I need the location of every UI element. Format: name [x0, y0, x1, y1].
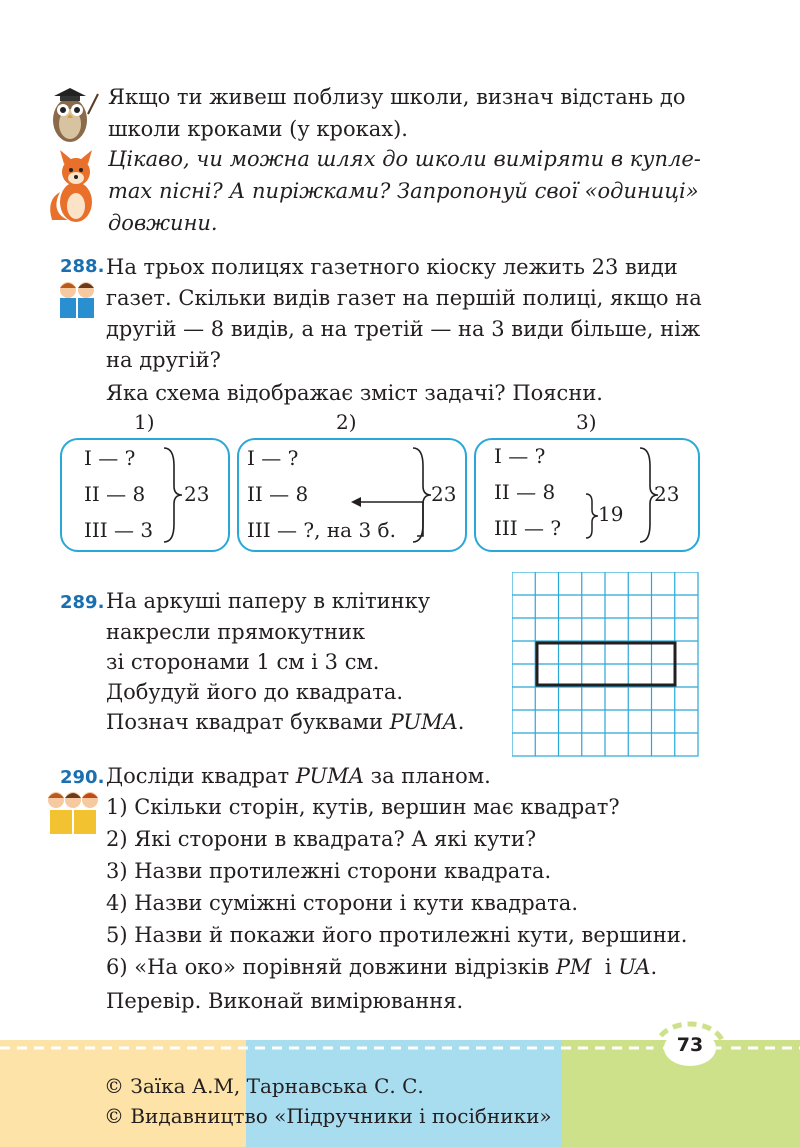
scheme-3: [474, 438, 700, 552]
scheme-1-row-2: II — 8: [84, 482, 146, 506]
copyright-authors: © Заїка А.М, Тарнавська С. С.: [104, 1074, 424, 1098]
segment-ua: UA: [618, 955, 651, 979]
task-290-item-4: 4) Назви суміжні сторони і кути квадрата.: [106, 891, 578, 915]
scheme-3-sub-total: 19: [598, 502, 624, 526]
scheme-1-row-3: III — 3: [84, 518, 154, 542]
scheme-2-row-3: III — ?, на 3 б.: [247, 518, 396, 542]
scheme-3-row-2: II — 8: [494, 480, 556, 504]
task-289-last-prefix: Познач квадрат буквами: [106, 710, 390, 734]
scheme-3-row-3: III — ?: [494, 516, 562, 540]
task-288-line-2: газет. Скільки видів газет на першій полиці, якщо на: [106, 286, 702, 310]
task-290-title: [106, 761, 491, 792]
scheme-1-total: 23: [184, 482, 210, 506]
scheme-2-label: 2): [336, 410, 357, 434]
item-6-suffix: .: [650, 955, 658, 979]
item-6-mid: і: [591, 955, 619, 979]
scheme-3-total: 23: [654, 482, 680, 506]
task-290-item-3: 3) Назви протилежні сторони квадрата.: [106, 859, 552, 883]
children-group-icon: [44, 790, 102, 836]
scheme-1-label: 1): [134, 410, 155, 434]
children-reading-icon: [54, 280, 100, 320]
task-288-number: 288.: [60, 256, 105, 277]
scheme-2: [237, 438, 467, 552]
task-290-item-6: [106, 952, 657, 983]
grid-paper-drawing: [512, 572, 700, 758]
scheme-3-label: 3): [576, 410, 597, 434]
puma-label: PUMA: [389, 710, 458, 734]
task-288-line-4: на другій?: [106, 348, 221, 372]
intro-line-1: Якщо ти живеш поблизу школи, визнач відстань до: [108, 85, 686, 109]
intro-italic-2: тах пісні? А пиріжками? Запропонуй свої «одиниці»: [108, 179, 699, 203]
scheme-3-row-1: I — ?: [494, 444, 546, 468]
task-289-last-suffix: .: [457, 710, 465, 734]
task-290-final: Перевір. Виконай вимірювання.: [106, 989, 464, 1013]
task-288-line-3: другій — 8 видів, а на третій — на 3 види більше, ніж: [106, 317, 701, 341]
scheme-2-row-1: I — ?: [247, 446, 299, 470]
task-288-line-1: На трьох полицях газетного кіоску лежить 23 види: [106, 255, 678, 279]
scheme-1: [60, 438, 230, 552]
task-290-number: 290.: [60, 767, 105, 788]
task-290-title-prefix: Досліди квадрат: [106, 764, 296, 788]
task-288-question: Яка схема відображає зміст задачі? Поясни.: [106, 381, 603, 405]
task-289-line-2: накресли прямокутник: [106, 620, 366, 644]
segment-pm: PM: [555, 955, 592, 979]
task-289-line-1: На аркуші паперу в клітинку: [106, 589, 431, 613]
scheme-2-row-2: II — 8: [247, 482, 309, 506]
intro-line-2: школи кроками (у кроках).: [108, 117, 408, 141]
task-290-title-suffix: за планом.: [363, 764, 491, 788]
task-290-item-2: 2) Які сторони в квадрата? А які кути?: [106, 827, 537, 851]
scheme-1-brace: [162, 446, 186, 544]
owl-mascot-icon: [46, 84, 100, 146]
fox-mascot-icon: [46, 150, 100, 224]
task-290-title-puma: PUMA: [295, 764, 364, 788]
task-290-item-1: 1) Скільки сторін, кутів, вершин має квадрат?: [106, 795, 620, 819]
task-290-item-5: 5) Назви й покажи його протилежні кути, вершини.: [106, 923, 688, 947]
task-289-line-3: зі сторонами 1 см і 3 см.: [106, 650, 380, 674]
scheme-1-row-1: I — ?: [84, 446, 136, 470]
copyright-publisher: © Видавництво «Підручники і посібники»: [104, 1104, 552, 1128]
task-289-line-4: Добудуй його до квадрата.: [106, 680, 404, 704]
task-289-number: 289.: [60, 592, 105, 613]
page-number: 73: [676, 1034, 704, 1056]
scheme-2-total: 23: [431, 482, 457, 506]
task-289-line-5: [106, 707, 464, 738]
intro-italic-1: Цікаво, чи можна шлях до школи виміряти в купле-: [108, 147, 701, 171]
item-6-prefix: 6) «На око» порівняй довжини відрізків: [106, 955, 556, 979]
intro-italic-3: довжини.: [108, 211, 218, 235]
